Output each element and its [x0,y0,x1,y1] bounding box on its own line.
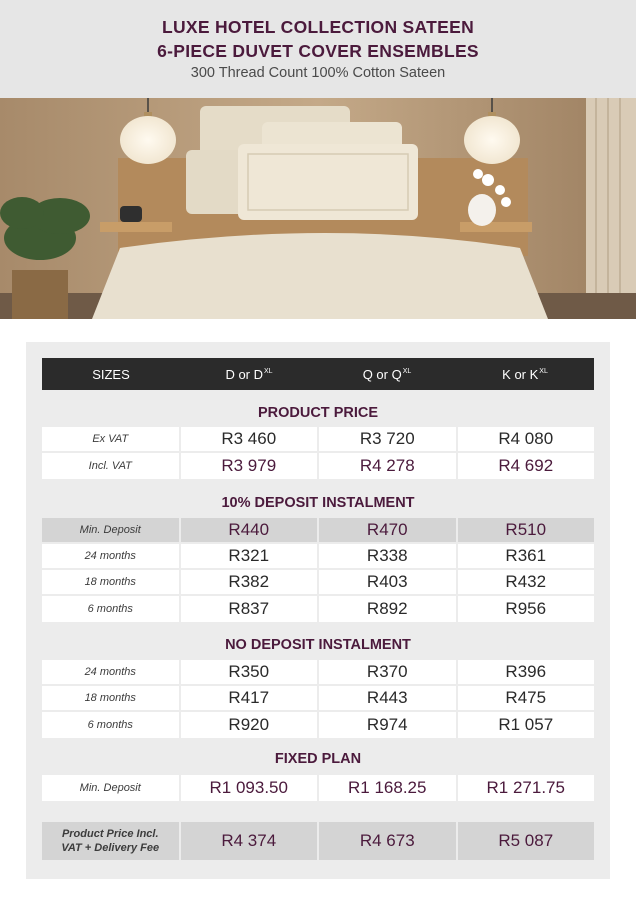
total-grid [42,822,594,860]
price-k: R432 [458,570,595,594]
total-q: R4 673 [319,822,458,860]
title-line-1: LUXE HOTEL COLLECTION SATEEN [161,17,475,37]
table-header-row [42,358,594,390]
table-row [42,544,594,570]
section-title-deposit-instalment: 10% DEPOSIT INSTALMENT [221,495,415,511]
table-row [42,453,594,479]
price-d: R321 [181,544,320,568]
section-title-product-price: PRODUCT PRICE [257,405,379,421]
price-k: R510 [458,518,595,542]
price-d: R417 [181,686,320,710]
header-king: K or K $^{XL}$ [502,366,548,382]
table-row [42,427,594,453]
price-q: R370 [319,660,458,684]
table-row [42,712,594,738]
price-d: R382 [181,570,320,594]
table-row [42,686,594,712]
row-label: 18 months [42,570,181,594]
total-row [42,822,594,860]
row-label: Ex VAT [42,427,181,451]
price-k: R396 [458,660,595,684]
no-deposit-instalment-grid [42,660,594,738]
row-label: Min. Deposit [42,518,181,542]
price-k: R4 692 [458,453,595,479]
subtitle: 300 Thread Count 100% Cotton Sateen [190,65,446,81]
section-title-fixed-plan: FIXED PLAN [274,751,362,767]
price-k: R1 271.75 [458,775,595,801]
price-q: R3 720 [319,427,458,451]
table-row [42,570,594,596]
price-d: R440 [181,518,320,542]
price-k: R475 [458,686,595,710]
header-sizes: SIZES [92,366,130,382]
price-d: R350 [181,660,320,684]
price-q: R470 [319,518,458,542]
price-q: R443 [319,686,458,710]
price-q: R4 278 [319,453,458,479]
total-k: R5 087 [458,822,595,860]
price-q: R892 [319,596,458,622]
price-k: R956 [458,596,595,622]
header-double: D or D $^{XL}$ [225,366,273,382]
row-label: 6 months [42,596,181,622]
price-k: R361 [458,544,595,568]
price-q: R1 168.25 [319,775,458,801]
bedroom-photo [0,98,636,319]
fixed-plan-grid [42,775,594,801]
price-k: R1 057 [458,712,595,738]
table-row [42,518,594,544]
product-price-grid [42,427,594,479]
price-q: R338 [319,544,458,568]
price-d: R3 979 [181,453,320,479]
title-line-2: 6-PIECE DUVET COVER ENSEMBLES [157,41,479,61]
header-queen: Q or Q $^{XL}$ [362,366,412,382]
price-d: R920 [181,712,320,738]
row-label: 6 months [42,712,181,738]
price-d: R3 460 [181,427,320,451]
price-k: R4 080 [458,427,595,451]
row-label: Incl. VAT [42,453,181,479]
row-label: 24 months [42,544,181,568]
row-label: 18 months [42,686,181,710]
price-d: R1 093.50 [181,775,320,801]
page-header [0,0,636,98]
price-q: R403 [319,570,458,594]
pricing-panel [26,342,610,879]
table-row [42,596,594,622]
section-title-no-deposit-instalment: NO DEPOSIT INSTALMENT [225,637,411,653]
total-label: Product Price Incl. VAT + Delivery Fee [42,822,181,860]
price-d: R837 [181,596,320,622]
deposit-instalment-grid [42,518,594,622]
row-label: 24 months [42,660,181,684]
table-row [42,775,594,801]
price-q: R974 [319,712,458,738]
table-row [42,660,594,686]
total-d: R4 374 [181,822,320,860]
row-label: Min. Deposit [42,775,181,801]
